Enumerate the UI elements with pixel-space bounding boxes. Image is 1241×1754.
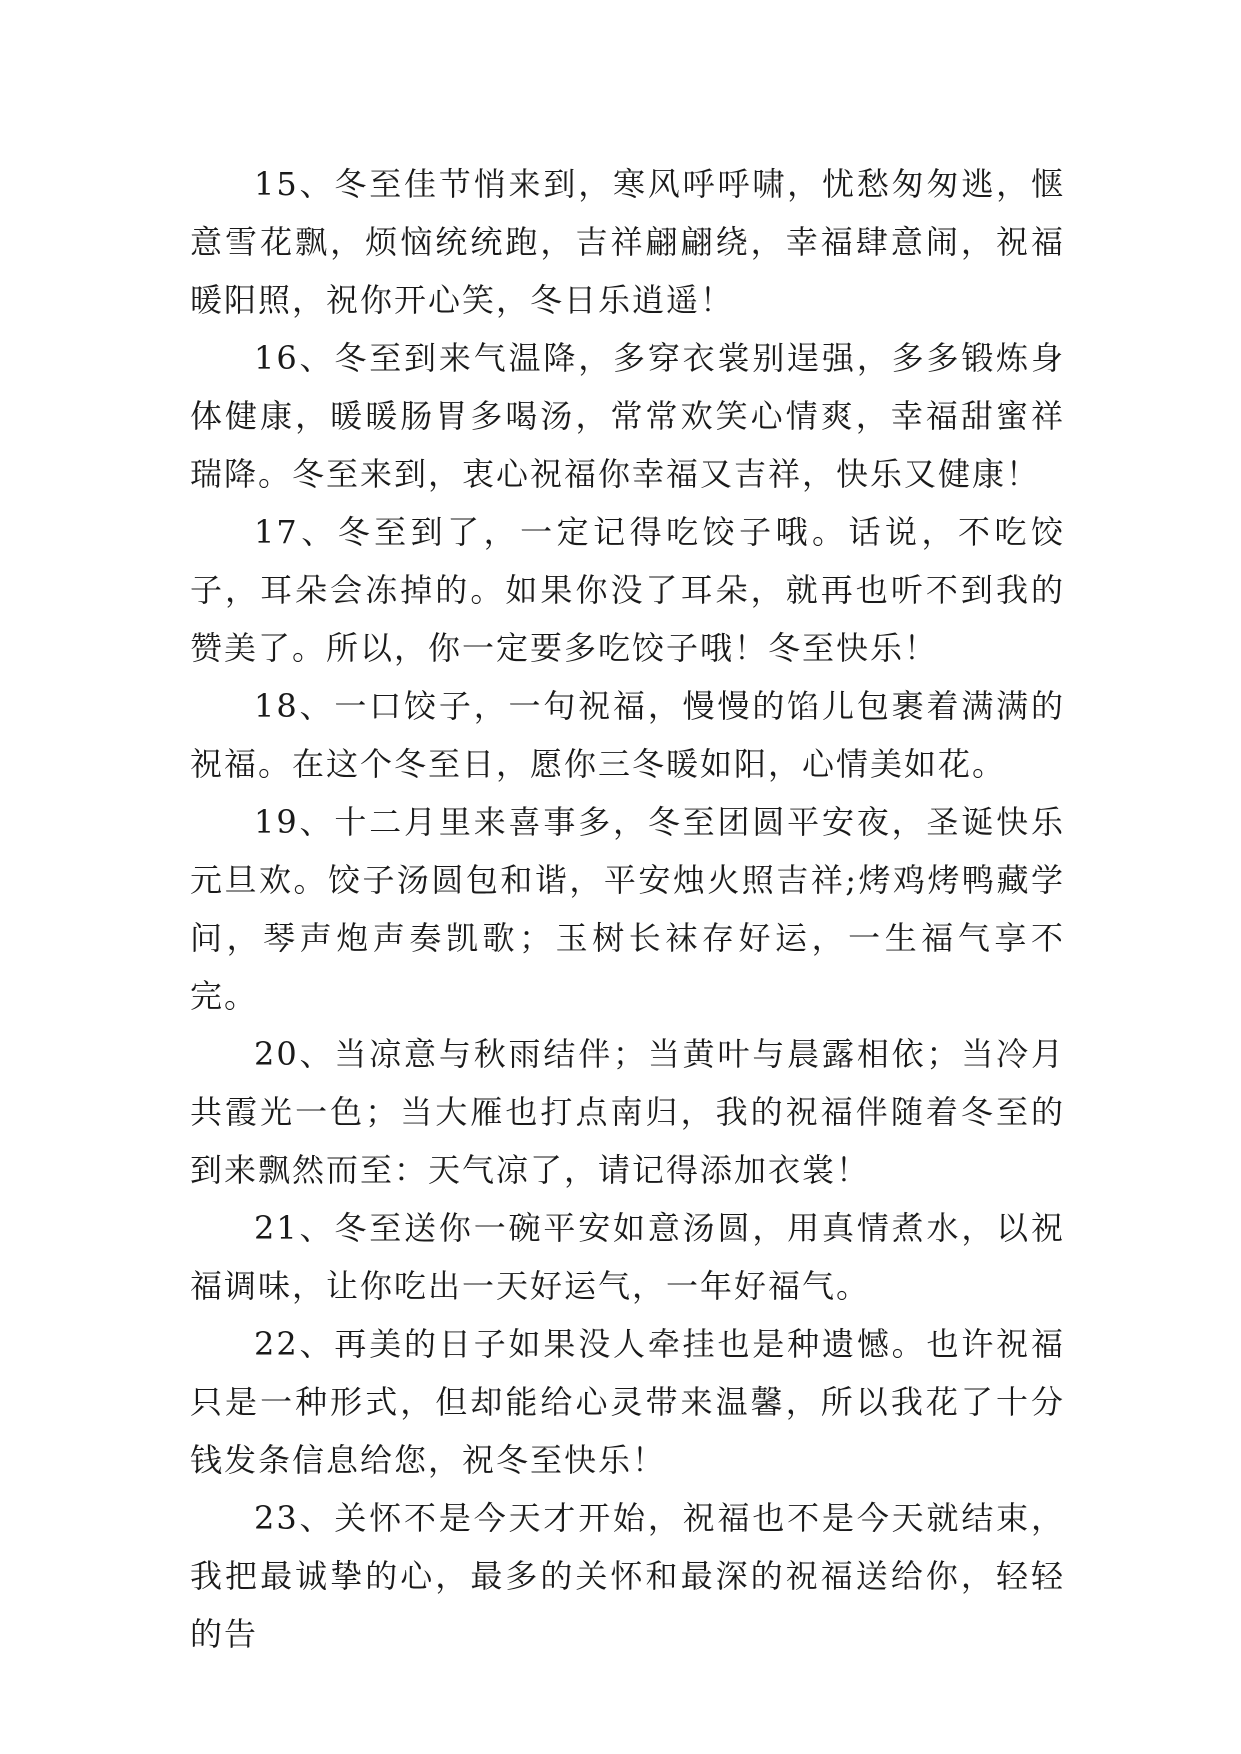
paragraph-15: 15、冬至佳节悄来到，寒风呼呼啸，忧愁匆匆逃，惬意雪花飘，烦恼统统跑，吉祥翩翩绕，幸福肆意闹，祝福暖阳照，祝你开心笑，冬日乐逍遥！ [190,165,1065,319]
paragraph-18: 18、一口饺子，一句祝福，慢慢的馅儿包裹着满满的祝福。在这个冬至日，愿你三冬暖如阳，心情美如花。 [190,687,1065,783]
paragraph-19: 19、十二月里来喜事多，冬至团圆平安夜，圣诞快乐元旦欢。饺子汤圆包和谐，平安烛火照吉祥;烤鸡烤鸭藏学问，琴声炮声奏凯歌；玉树长袜存好运，一生福气享不完。 [190,803,1065,1015]
paragraph-22: 22、再美的日子如果没人牵挂也是种遗憾。也许祝福只是一种形式，但却能给心灵带来温馨，所以我花了十分钱发条信息给您，祝冬至快乐！ [190,1325,1065,1479]
document-page [190,155,1065,1663]
paragraph-23: 23、关怀不是今天才开始，祝福也不是今天就结束，我把最诚挚的心，最多的关怀和最深的祝福送给你，轻轻的告 [190,1499,1065,1653]
paragraph-17: 17、冬至到了，一定记得吃饺子哦。话说，不吃饺子，耳朵会冻掉的。如果你没了耳朵，就再也听不到我的赞美了。所以，你一定要多吃饺子哦！冬至快乐！ [190,513,1065,667]
paragraph-16: 16、冬至到来气温降，多穿衣裳别逞强，多多锻炼身体健康，暖暖肠胃多喝汤，常常欢笑心情爽，幸福甜蜜祥瑞降。冬至来到，衷心祝福你幸福又吉祥，快乐又健康！ [190,339,1065,493]
paragraph-21: 21、冬至送你一碗平安如意汤圆，用真情煮水，以祝福调味，让你吃出一天好运气，一年好福气。 [190,1209,1065,1305]
paragraph-20: 20、当凉意与秋雨结伴；当黄叶与晨露相依；当冷月共霞光一色；当大雁也打点南归，我的祝福伴随着冬至的到来飘然而至：天气凉了，请记得添加衣裳！ [190,1035,1065,1189]
